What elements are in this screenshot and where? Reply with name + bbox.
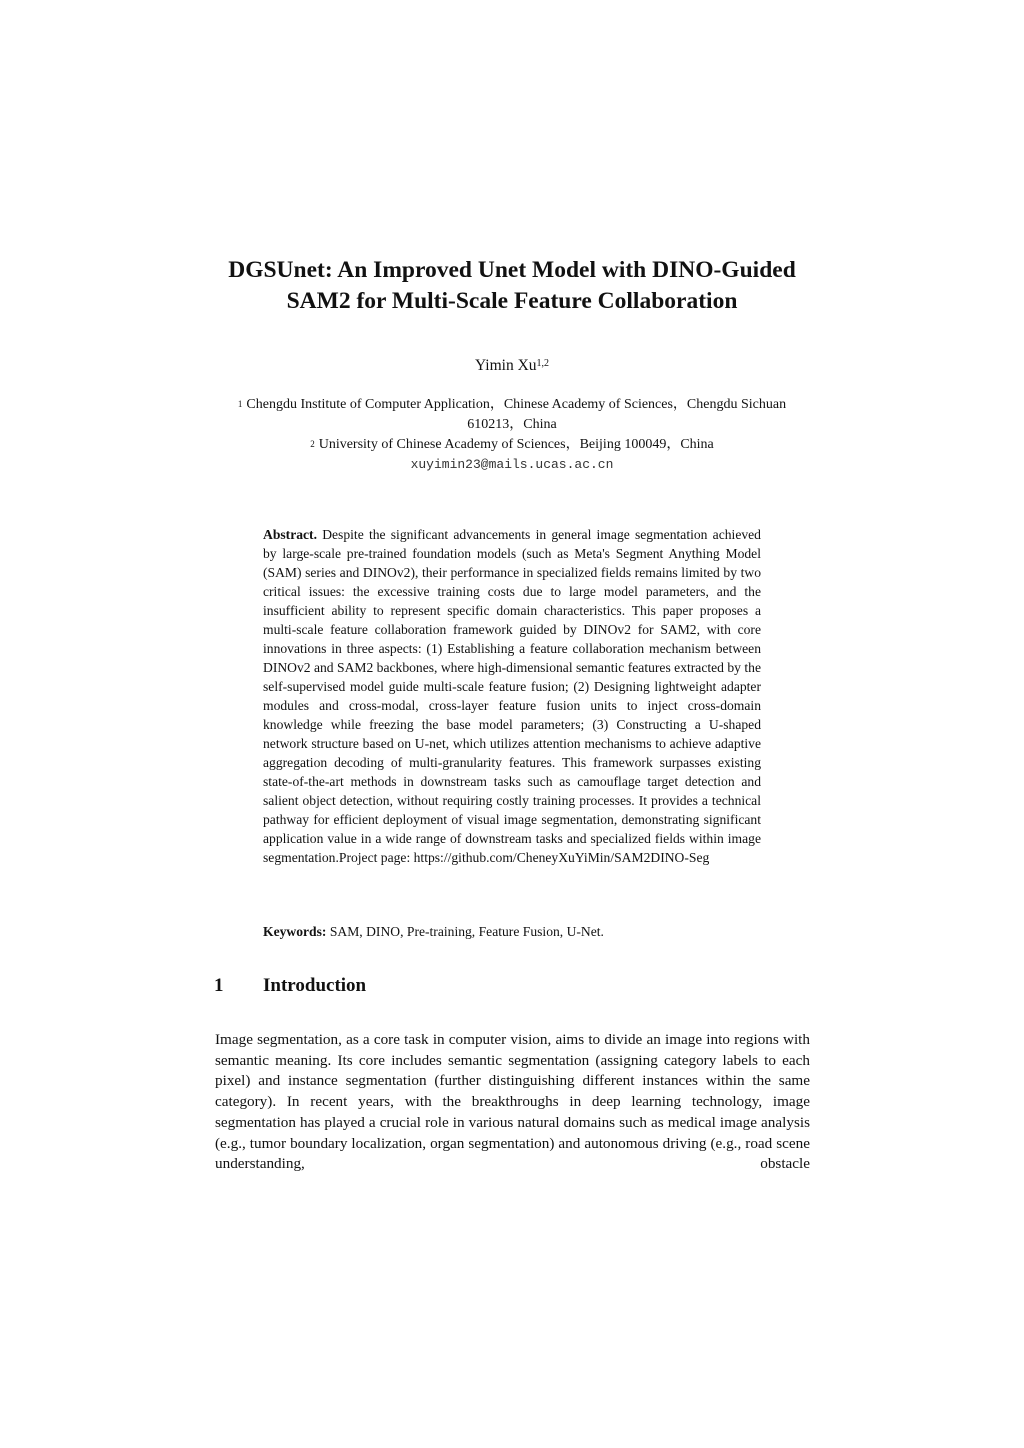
title-line-1: DGSUnet: An Improved Unet Model with DINO-Guided [228, 257, 796, 283]
author-email: xuyimin23@mails.ucas.ac.cn [410, 457, 614, 472]
keywords [263, 922, 761, 941]
affiliations-block [216, 395, 808, 475]
author-line [0, 356, 1024, 376]
section-number: 1 [214, 975, 224, 996]
affiliation-1 [216, 395, 808, 435]
affiliation-1-mark: 1 [237, 399, 243, 409]
section-heading-introduction [214, 974, 366, 998]
author-affiliation-marks: 1,2 [536, 358, 550, 369]
author-name: Yimin Xu [474, 357, 537, 374]
affiliation-2-mark: 2 [310, 439, 315, 449]
abstract [263, 525, 761, 867]
title-line-2: SAM2 for Multi-Scale Feature Collaboration [286, 288, 738, 314]
section-title: Introduction [263, 975, 367, 996]
affiliation-2-text: University of Chinese Academy of Sciences，Beijing 100049，China [318, 437, 714, 452]
paper-title [150, 255, 874, 317]
abstract-text: Despite the significant advancements in general image segmentation achieved by large-scale pre-trained foundation models (such as Meta's Segment Anything Model (SAM) series and DINOv2), their performance in specialized fields remains limited by two critical issues: the excessive training costs due to large model parameters, and the insufficient ability to represent specific domain characteristics. This paper proposes a multi-scale feature collaboration framework guided by DINOv2 for SAM2, with core innovations in three aspects: (1) Establishing a feature collaboration mechanism between DINOv2 and SAM2 backbones, where high-dimensional semantic features extracted by the self-supervised model guide multi-scale feature fusion; (2) Designing lightweight adapter modules and cross-modal, cross-layer feature fusion units to inject cross-domain knowledge while freezing the base model parameters; (3) Constructing a U-shaped network structure based on U-net, which utilizes attention mechanisms to achieve adaptive aggregation decoding of multi-granularity features. This framework surpasses existing state-of-the-art methods in downstream tasks such as camouflage target detection and salient object detection, without requiring costly training processes. It provides a technical pathway for efficient deployment of visual image segmentation, demonstrating significant application value in a wide range of downstream tasks and specialized fields within image segmentation.Project page: https://github.com/CheneyXuYiMin/SAM2DINO-Seg [263, 527, 761, 865]
keywords-label: Keywords: [263, 924, 327, 939]
affiliation-1-text: Chengdu Institute of Computer Application，Chinese Academy of Sciences，Chengdu Sichuan 610213，China [246, 397, 787, 432]
abstract-label: Abstract. [263, 527, 317, 542]
keywords-text: SAM, DINO, Pre-training, Feature Fusion, U-Net. [329, 924, 604, 939]
affiliation-2 [216, 435, 808, 455]
introduction-paragraph: Image segmentation, as a core task in computer vision, aims to divide an image into regions with semantic meaning. Its core includes semantic segmentation (assigning category labels to each pixel) and instance segmentation (further distinguishing different instances within the same category). In recent years, with the breakthroughs in deep learning technology, image segmentation has played a crucial role in various natural domains such as medical image analysis (e.g., tumor boundary localization, organ segmentation) and autonomous driving (e.g., road scene understanding, obstacle [215, 1031, 810, 1173]
